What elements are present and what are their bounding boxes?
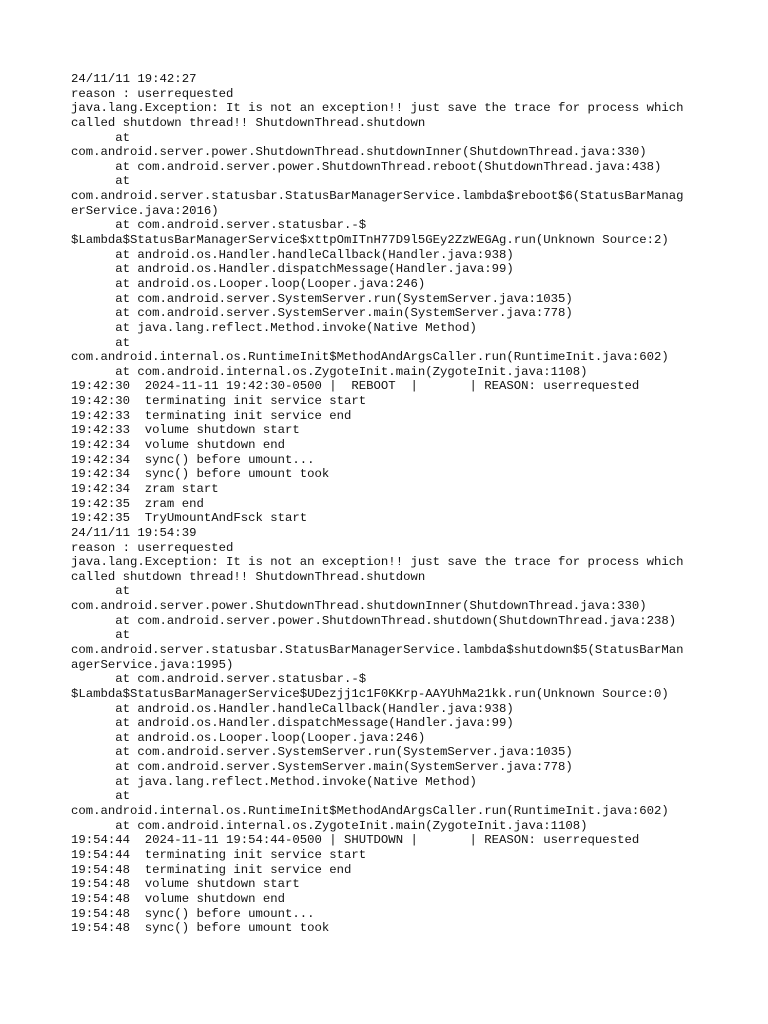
log-line: erService.java:2016) (71, 203, 219, 218)
log-line: at com.android.server.SystemServer.run(SystemServer.java:1035) (71, 291, 573, 306)
log-line: at com.android.server.power.ShutdownThread.shutdown(ShutdownThread.java:238) (71, 613, 677, 628)
log-line: 19:42:30 terminating init service start (71, 394, 367, 409)
log-line: at com.android.server.statusbar.-$ (71, 218, 367, 233)
log-line: at android.os.Handler.dispatchMessage(Handler.java:99) (71, 716, 514, 731)
log-line: at (71, 789, 131, 804)
log-line: at android.os.Handler.dispatchMessage(Handler.java:99) (71, 262, 514, 277)
log-line: 19:54:44 terminating init service start (71, 847, 367, 862)
log-line: 19:42:34 zram start (71, 481, 219, 496)
log-line: 19:42:33 terminating init service end (71, 408, 352, 423)
log-line: at android.os.Handler.handleCallback(Handler.java:938) (71, 247, 514, 262)
log-line: 19:42:34 sync() before umount took (71, 467, 330, 482)
log-line: 19:42:34 sync() before umount... (71, 452, 315, 467)
log-line: com.android.internal.os.RuntimeInit$MethodAndArgsCaller.run(RuntimeInit.java:602) (71, 804, 669, 819)
log-line: 19:42:35 TryUmountAndFsck start (71, 511, 308, 526)
log-line: at com.android.server.statusbar.-$ (71, 672, 367, 687)
log-line: 19:42:33 volume shutdown start (71, 423, 300, 438)
log-line: 19:54:48 volume shutdown end (71, 891, 286, 906)
log-line: com.android.server.statusbar.StatusBarManagerService.lambda$shutdown$5(StatusBarMan (71, 642, 684, 657)
log-line: com.android.internal.os.RuntimeInit$MethodAndArgsCaller.run(RuntimeInit.java:602) (71, 350, 669, 365)
log-line: reason : userrequested (71, 86, 234, 101)
log-line: at (71, 584, 131, 599)
log-line: at com.android.internal.os.ZygoteInit.main(ZygoteInit.java:1108) (71, 818, 588, 833)
log-line: $Lambda$StatusBarManagerService$UDezjj1c1F0KKrp-AAYUhMa21kk.run(Unknown Source:0) (71, 686, 669, 701)
log-line: at com.android.server.SystemServer.main(SystemServer.java:778) (71, 760, 573, 775)
log-line: com.android.server.power.ShutdownThread.shutdownInner(ShutdownThread.java:330) (71, 145, 647, 160)
log-line: at com.android.server.SystemServer.run(SystemServer.java:1035) (71, 745, 573, 760)
log-line: reason : userrequested (71, 540, 234, 555)
log-line: called shutdown thread!! ShutdownThread.shutdown (71, 569, 426, 584)
log-line: at com.android.internal.os.ZygoteInit.main(ZygoteInit.java:1108) (71, 364, 588, 379)
log-line: 19:54:48 volume shutdown start (71, 877, 300, 892)
log-line: 24/11/11 19:42:27 (71, 72, 197, 86)
log-line: com.android.server.power.ShutdownThread.shutdownInner(ShutdownThread.java:330) (71, 599, 647, 614)
log-line: $Lambda$StatusBarManagerService$xttpOmITnH77D9l5GEy2ZzWEGAg.run(Unknown Source:2) (71, 233, 669, 248)
log-line: at android.os.Looper.loop(Looper.java:246) (71, 276, 426, 291)
log-line: 19:42:35 zram end (71, 496, 204, 511)
log-line: at com.android.server.power.ShutdownThread.reboot(ShutdownThread.java:438) (71, 159, 662, 174)
log-line: at java.lang.reflect.Method.invoke(Native Method) (71, 774, 477, 789)
log-line: 19:54:48 terminating init service end (71, 862, 352, 877)
log-line: at java.lang.reflect.Method.invoke(Native Method) (71, 320, 477, 335)
log-line: at (71, 130, 131, 145)
log-line: 19:54:48 sync() before umount... (71, 906, 315, 921)
log-line: java.lang.Exception: It is not an exception!! just save the trace for process which (71, 101, 684, 116)
log-line: 19:54:48 sync() before umount took (71, 921, 330, 936)
log-line: 24/11/11 19:54:39 (71, 525, 197, 540)
log-line: 19:54:44 2024-11-11 19:54:44-0500 | SHUTDOWN | | REASON: userrequested (71, 833, 640, 848)
log-line: at android.os.Handler.handleCallback(Handler.java:938) (71, 701, 514, 716)
log-line: agerService.java:1995) (71, 657, 234, 672)
log-document (71, 72, 711, 936)
log-line: java.lang.Exception: It is not an exception!! just save the trace for process which (71, 555, 684, 570)
log-line: 19:42:30 2024-11-11 19:42:30-0500 | REBOOT | | REASON: userrequested (71, 379, 640, 394)
log-line: 19:42:34 volume shutdown end (71, 438, 286, 453)
log-line: at (71, 628, 131, 643)
log-line: called shutdown thread!! ShutdownThread.shutdown (71, 115, 426, 130)
log-line: at (71, 335, 131, 350)
log-line: com.android.server.statusbar.StatusBarManagerService.lambda$reboot$6(StatusBarManag (71, 189, 684, 204)
log-line: at android.os.Looper.loop(Looper.java:246) (71, 730, 426, 745)
log-line: at com.android.server.SystemServer.main(SystemServer.java:778) (71, 306, 573, 321)
log-line: at (71, 174, 131, 189)
